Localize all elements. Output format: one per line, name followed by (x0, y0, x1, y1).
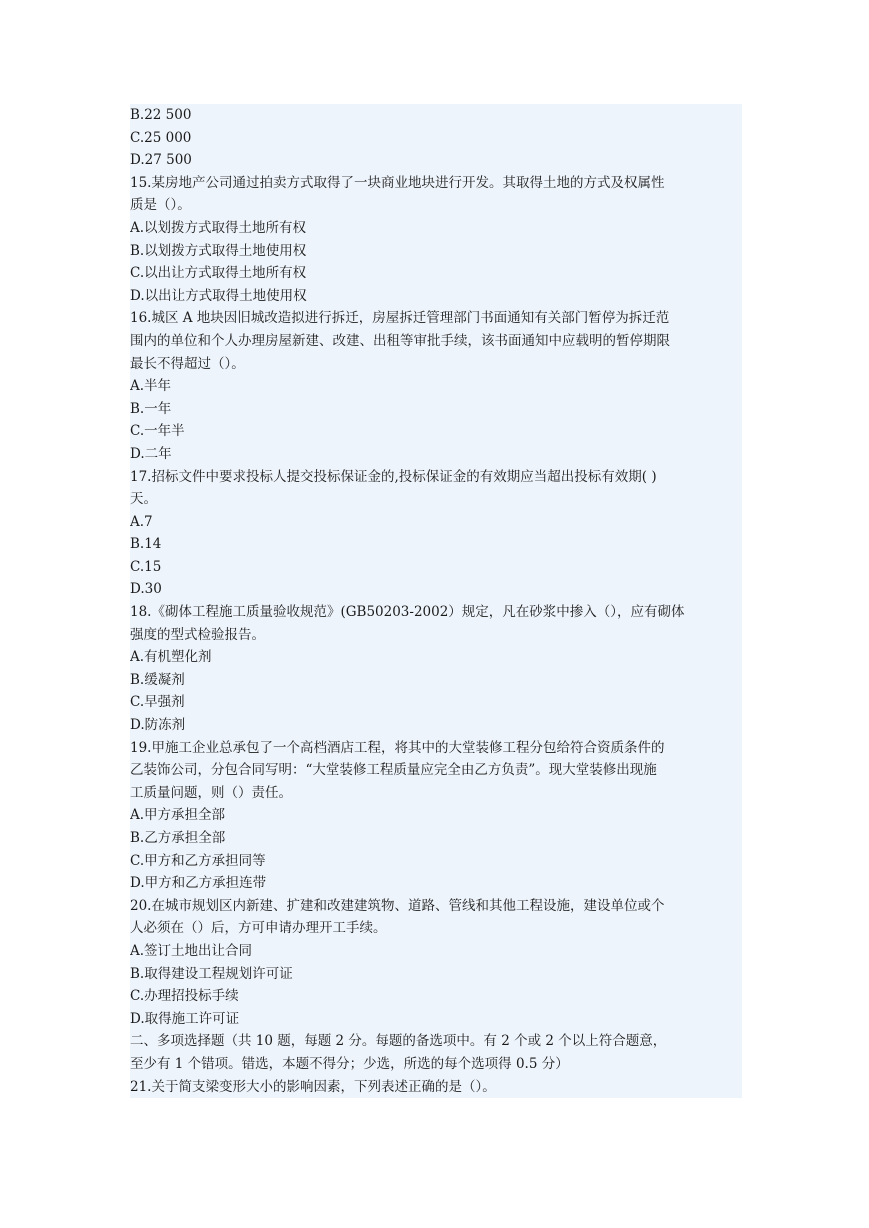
option-line: C.甲方和乙方承担同等 (130, 850, 742, 873)
question-line: 18.《砌体工程施工质量验收规范》(GB50203-2002）规定，凡在砂浆中掺入（），应有砌体 (130, 601, 742, 624)
option-line: C.以出让方式取得土地所有权 (130, 262, 742, 285)
question-line: 强度的型式检验报告。 (130, 624, 742, 647)
question-line: 15.某房地产公司通过拍卖方式取得了一块商业地块进行开发。其取得土地的方式及权属性 (130, 172, 742, 195)
question-line: 工质量问题，则（）责任。 (130, 782, 742, 805)
question-line: 质是（）。 (130, 194, 742, 217)
question-line: 乙装饰公司，分包合同写明：“大堂装修工程质量应完全由乙方负责”。现大堂装修出现施 (130, 759, 742, 782)
option-line: B.取得建设工程规划许可证 (130, 963, 742, 986)
question-line: 21.关于简支梁变形大小的影响因素，下列表述正确的是（）。 (130, 1076, 742, 1099)
option-line: A.有机塑化剂 (130, 646, 742, 669)
option-line: A.甲方承担全部 (130, 804, 742, 827)
question-line: 17.招标文件中要求投标人提交投标保证金的,投标保证金的有效期应当超出投标有效期( ) (130, 466, 742, 489)
option-line: B.以划拨方式取得土地使用权 (130, 240, 742, 263)
option-line: D.取得施工许可证 (130, 1008, 742, 1031)
question-line: 最长不得超过（）。 (130, 353, 742, 376)
option-line: C.一年半 (130, 420, 742, 443)
option-line: C.15 (130, 556, 742, 579)
option-line: C.早强剂 (130, 691, 742, 714)
option-line: B.乙方承担全部 (130, 827, 742, 850)
option-line: A.7 (130, 511, 742, 534)
question-line: 19.甲施工企业总承包了一个高档酒店工程，将其中的大堂装修工程分包给符合资质条件的 (130, 737, 742, 760)
option-line: D.27 500 (130, 149, 742, 172)
option-line: D.甲方和乙方承担连带 (130, 872, 742, 895)
option-line: C.25 000 (130, 127, 742, 150)
option-line: B.14 (130, 533, 742, 556)
question-line: 天。 (130, 488, 742, 511)
question-line: 16.城区 A 地块因旧城改造拟进行拆迁，房屋拆迁管理部门书面通知有关部门暂停为拆迁范 (130, 307, 742, 330)
question-line: 至少有 1 个错项。错选，本题不得分；少选，所选的每个选项得 0.5 分） (130, 1053, 742, 1076)
option-line: D.30 (130, 578, 742, 601)
option-line: D.以出让方式取得土地使用权 (130, 285, 742, 308)
option-line: B.一年 (130, 398, 742, 421)
question-line: 20.在城市规划区内新建、扩建和改建建筑物、道路、管线和其他工程设施，建设单位或个 (130, 895, 742, 918)
option-line: D.防冻剂 (130, 714, 742, 737)
option-line: A.签订土地出让合同 (130, 940, 742, 963)
question-line: 围内的单位和个人办理房屋新建、改建、出租等审批手续，该书面通知中应载明的暂停期限 (130, 330, 742, 353)
question-line: 二、多项选择题（共 10 题，每题 2 分。每题的备选项中。有 2 个或 2 个以上符合题意， (130, 1030, 742, 1053)
question-text-block (130, 104, 742, 1098)
option-line: D.二年 (130, 443, 742, 466)
option-line: C.办理招投标手续 (130, 985, 742, 1008)
question-line: 人必须在（）后，方可申请办理开工手续。 (130, 917, 742, 940)
option-line: B.缓凝剂 (130, 669, 742, 692)
option-line: A.以划拨方式取得土地所有权 (130, 217, 742, 240)
option-line: A.半年 (130, 375, 742, 398)
option-line: B.22 500 (130, 104, 742, 127)
